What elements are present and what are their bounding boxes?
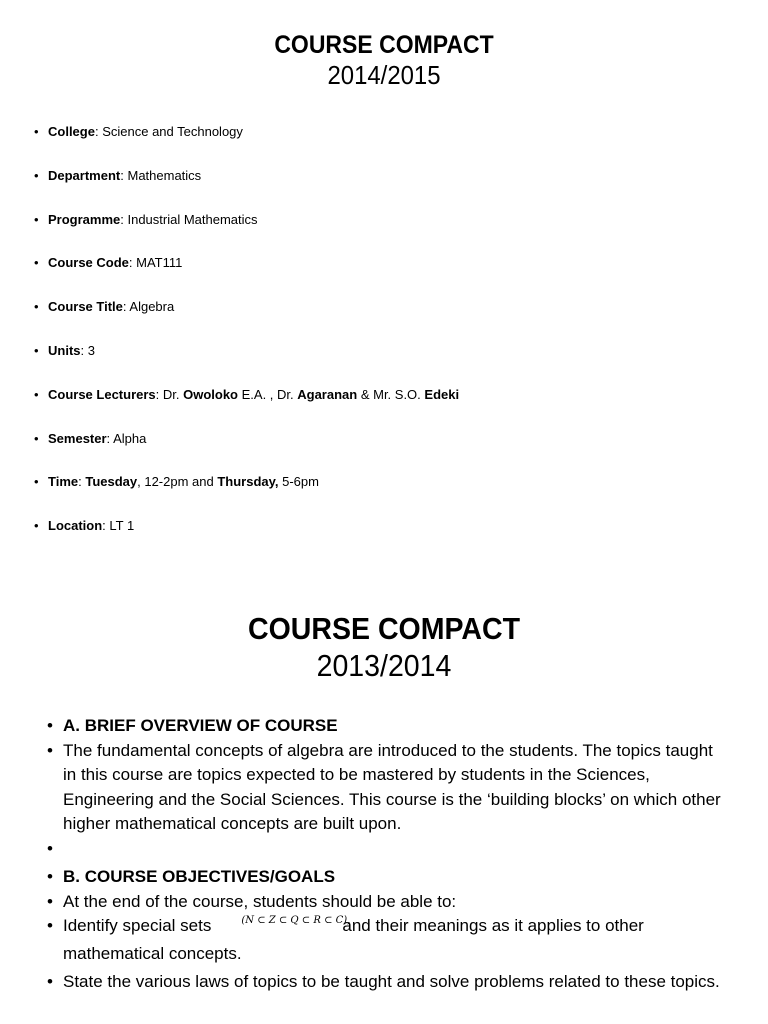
lecturer-text: E.A. , Dr. [238,386,298,402]
overview-text: The fundamental concepts of algebra are introduced to the students. The topics taught in this course are topics expected to be mastered by students in the Sciences, Engineering and the Social Sciences. This course is the ‘building blocks’ on which other higher mathematical concepts are built upon. [63,740,721,833]
item-label: Units [48,342,81,358]
time-day: Tuesday [85,474,138,490]
time-text: : [78,474,86,490]
empty-bullet [47,837,727,862]
list-item-college [34,122,459,166]
lecturer-name: Agaranan [297,386,358,402]
item-label: College [48,124,95,139]
objective-1-post: and their meanings as it applies to other mathematical concepts. [63,916,644,963]
item-label: Course Code [48,255,129,271]
item-label: Course Lecturers [48,386,156,402]
item-label: Time [48,474,79,490]
objective-1 [47,914,727,966]
objectives-intro-text: At the end of the course, students should be able to: [63,891,457,911]
special-sets-formula: (N ⊂ Z ⊂ Q ⊂ R ⊂ C), [241,915,351,926]
separator: : [120,211,128,227]
section-heading-b [47,865,727,890]
objective-2 [47,970,727,995]
item-label: Programme [48,211,121,227]
bullet: • [34,167,39,183]
objective-2-text: State the various laws of topics to be taught and solve problems related to these topics. [63,972,720,991]
separator: : [128,255,137,271]
bullet: • [47,838,53,858]
bullet: • [47,916,53,935]
separator: : [106,430,114,446]
list-item-semester [34,429,459,473]
bullet: • [34,386,39,402]
lecturer-text: & Mr. S.O. [357,386,425,402]
slide-title: COURSE COMPACT [274,31,494,59]
list-item-location [34,516,459,560]
list-item-units [34,341,459,385]
section-b-text: B. COURSE OBJECTIVES/GOALS [63,867,336,886]
item-label: Location [48,518,103,534]
item-value: Science and Technology [102,124,243,139]
section-heading-a [47,714,727,739]
bullet: • [34,342,39,358]
time-day: Thursday, [217,474,279,490]
item-value: Industrial Mathematics [127,211,258,227]
title-block [0,30,768,91]
bullet: • [34,299,39,315]
bullet: • [47,867,53,886]
list-item-course-lecturers [34,385,459,429]
slide-year: 2014/2015 [327,60,441,90]
slide-title: COURSE COMPACT [247,611,521,646]
bullet: • [47,972,53,991]
item-value: MAT111 [136,255,183,271]
bullet: • [34,255,39,271]
overview-paragraph [47,739,727,837]
time-text: , 12-2pm and [137,474,218,490]
slide-year: 2013/2014 [316,648,452,684]
lecturer-name: Owoloko [183,386,238,402]
course-overview-list [47,714,727,995]
separator: : [80,342,88,358]
item-value: LT 1 [109,518,135,534]
separator: : [120,167,128,183]
time-text: 5-6pm [278,474,319,490]
list-item-course-code [34,253,459,297]
separator: : [122,299,130,315]
objectives-intro [47,890,727,915]
list-item-department [34,166,459,210]
bullet: • [34,211,39,227]
item-value: 3 [87,342,95,358]
bullet: • [34,430,39,446]
bullet: • [47,716,53,735]
item-label: Department [48,167,121,183]
slide-2013-2014 [0,580,768,1024]
bullet: • [47,891,53,911]
lecturer-name: Edeki [424,386,460,402]
bullet: • [34,518,39,534]
lecturer-text: : Dr. [155,386,184,402]
objective-1-pre: Identify special sets [63,916,212,935]
title-block [0,610,768,684]
list-item-time [34,472,459,516]
bullet: • [47,740,53,760]
section-a-text: A. BRIEF OVERVIEW OF COURSE [63,716,338,735]
item-value: Mathematics [127,167,202,183]
list-item-programme [34,210,459,254]
item-value: Algebra [129,299,175,315]
item-value: Alpha [113,430,147,446]
item-label: Course Title [48,299,123,315]
separator: : [94,124,103,139]
separator: : [102,518,110,534]
item-label: Semester [48,430,107,446]
bullet: • [34,474,39,490]
course-details-list [34,122,459,560]
list-item-course-title [34,297,459,341]
bullet: • [34,124,39,139]
